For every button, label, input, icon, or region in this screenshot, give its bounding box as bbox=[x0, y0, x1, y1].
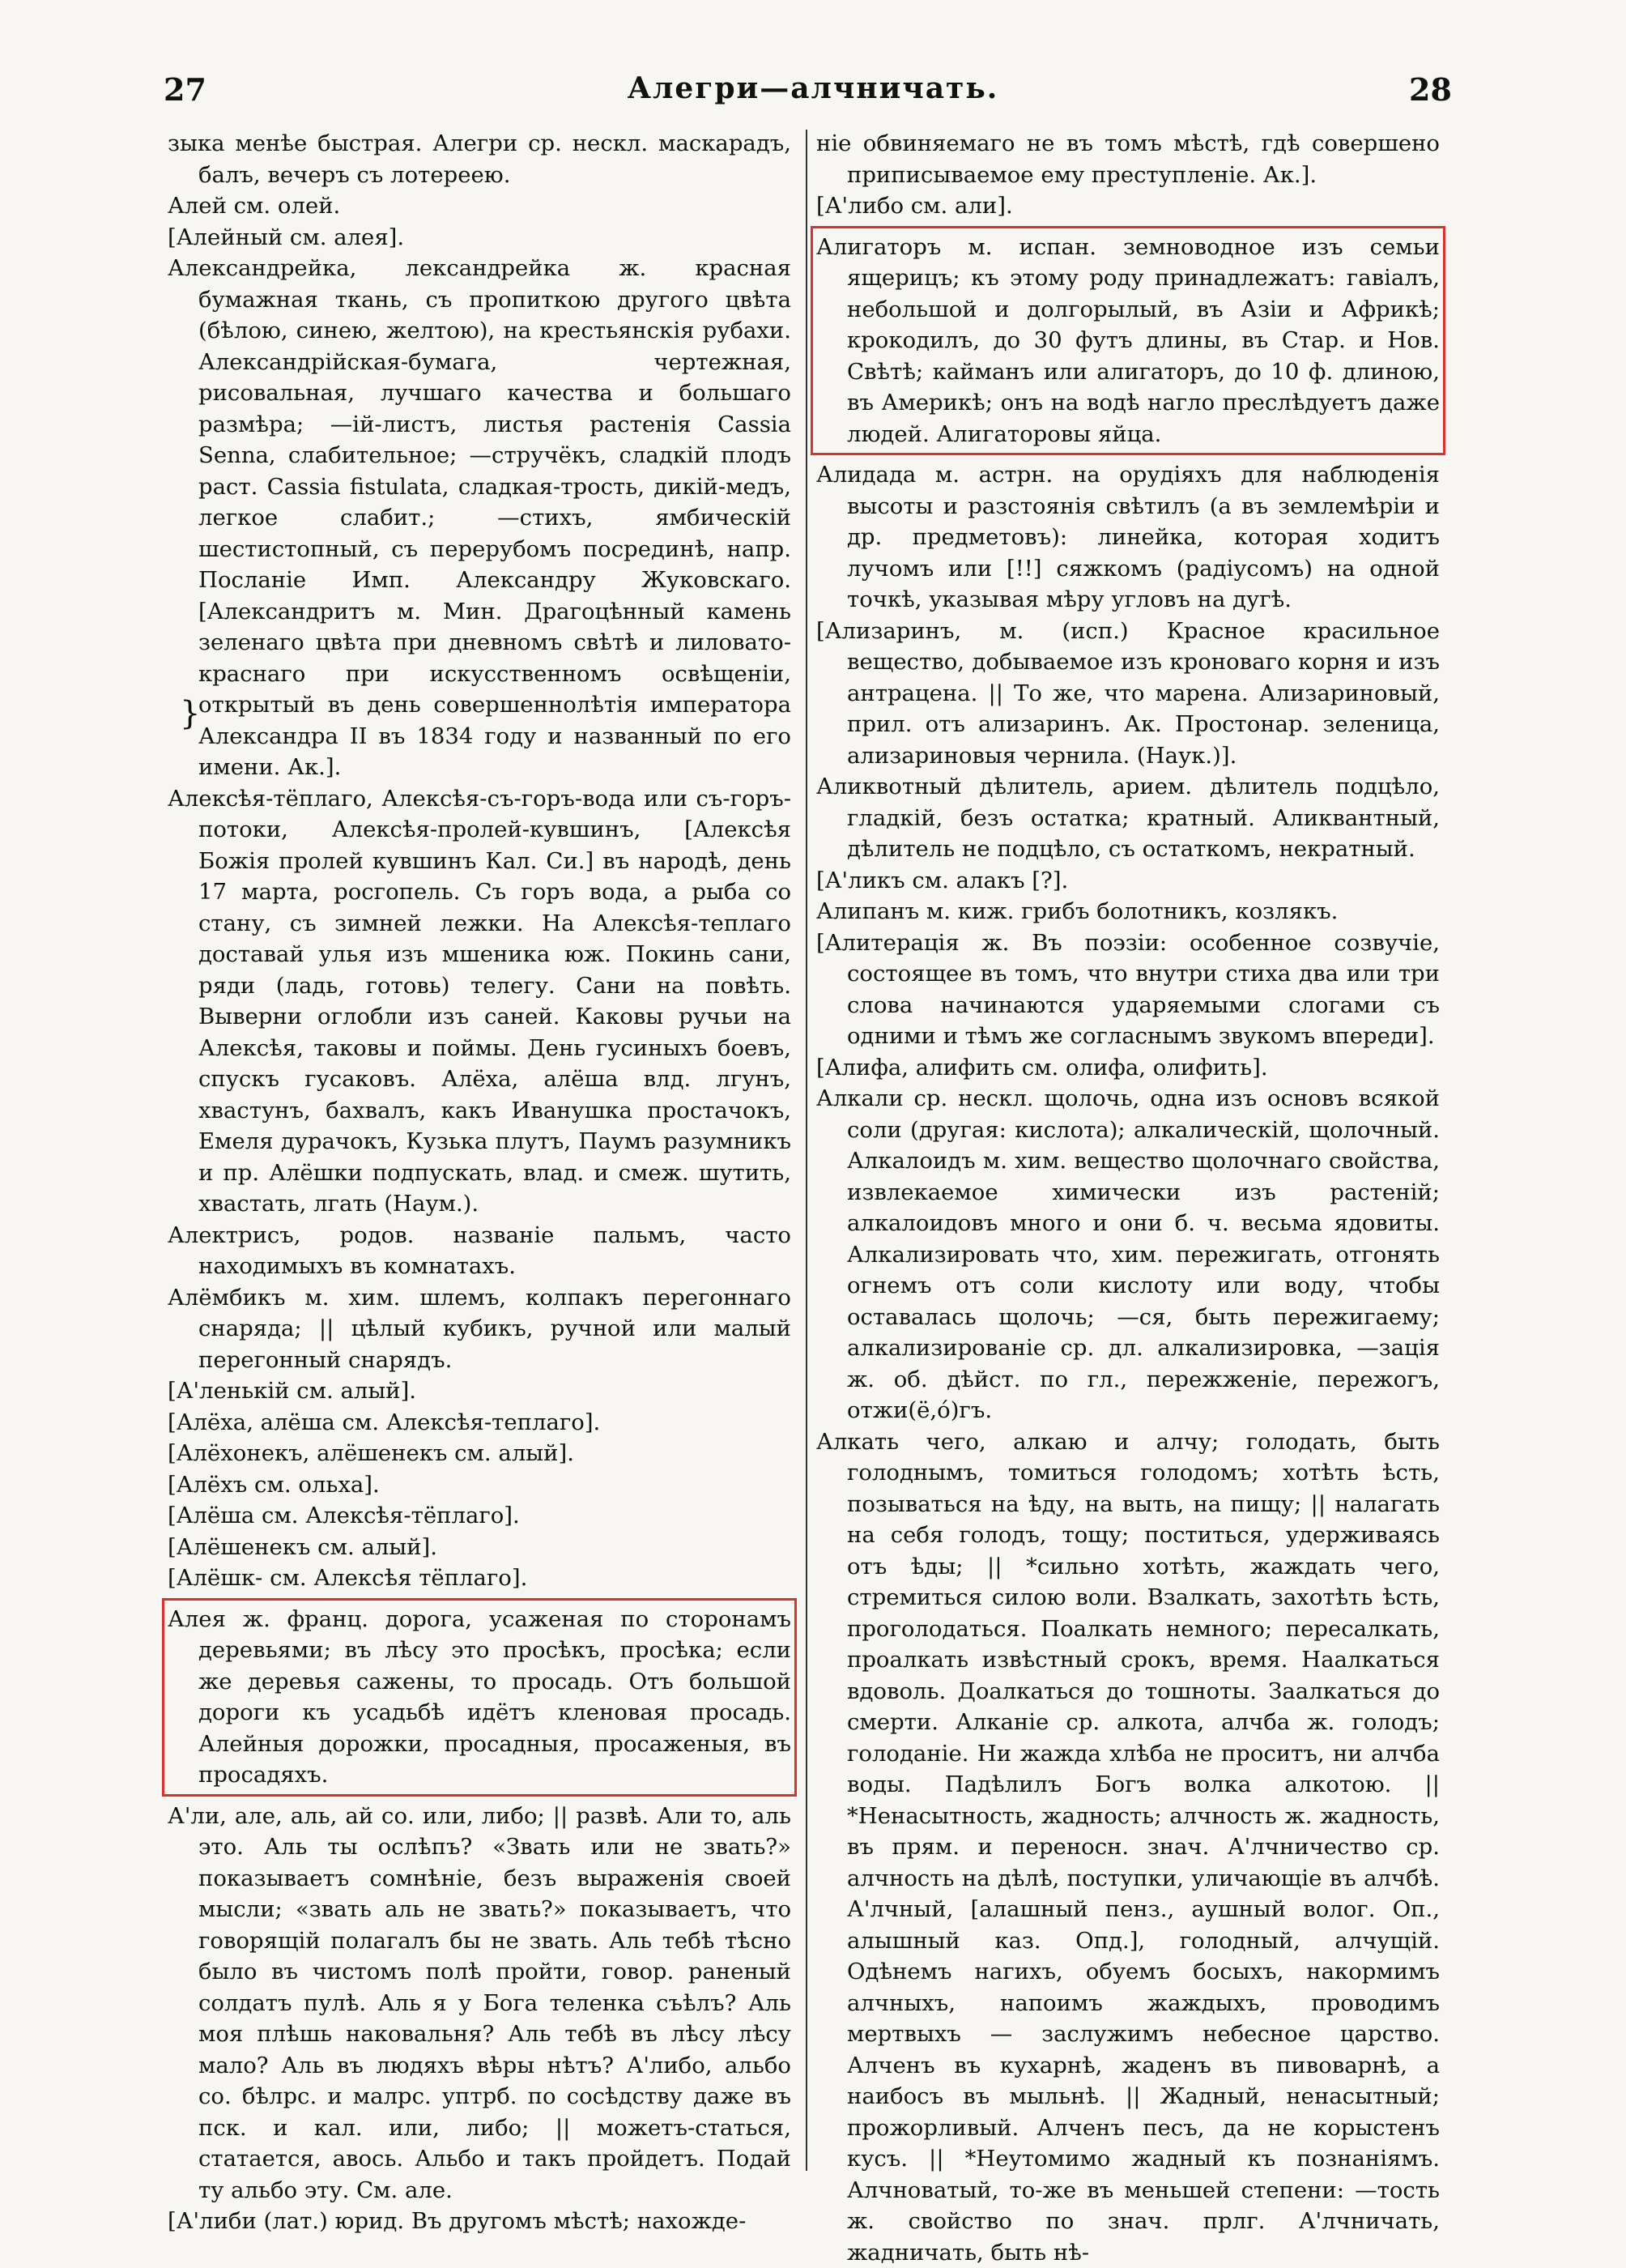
dictionary-entry: Алектрисъ, родов. названіе пальмъ, часто находимыхъ въ комнатахъ. bbox=[168, 1220, 791, 1282]
dictionary-entry: [Алитерація ж. Въ поэзіи: особенное созвучіе, состоящее въ томъ, что внутри стиха два или три слова начинаются ударяемыми слогами съ одними и тѣмъ же согласнымъ звукомъ впереди]. bbox=[816, 927, 1440, 1052]
margin-brace-mark: } bbox=[180, 695, 200, 732]
page-header bbox=[0, 71, 1626, 120]
dictionary-entry: [А'ликъ см. алакъ [?]. bbox=[816, 865, 1440, 897]
dictionary-entry: зыка менѣе быстрая. Алегри ср. нескл. маскарадъ, балъ, вечеръ съ лотереею. bbox=[168, 128, 791, 190]
dictionary-entry: ніе обвиняемаго не въ томъ мѣстѣ, гдѣ совершено приписываемое ему преступленіе. Ак.]. bbox=[816, 128, 1440, 190]
dictionary-entry: Алексѣя-тёплаго, Алексѣя-съ-горъ-вода или съ-горъ-потоки, Алексѣя-пролей-кувшинъ, [Алексѣя Божія пролей кувшинъ Кал. Си.] въ народѣ, день 17 марта, росгопель. Съ горъ вода, а рыба со стану, съ зимней лежки. На Алексѣя-теплаго доставай улья изъ мшеника юж. Покинь сани, ряди (ладь, готовь) телегу. Сани на повѣть. Выверни оглобли изъ саней. Каковы ручьи на Алексѣя, таковы и поймы. День гусиныхъ боевъ, спускъ гусаковъ. Алёха, алёша влд. лгунъ, хвастунъ, бахвалъ, какъ Иванушка простачокъ, Емеля дурачокъ, Кузька плутъ, Паумъ разумникъ и пр. Алёшки подпускать, влад. и смеж. шутить, хвастать, лгать (Наум.). bbox=[168, 783, 791, 1220]
dictionary-entry: [Алёха, алёша см. Алексѣя-теплаго]. bbox=[168, 1407, 791, 1439]
highlighted-entry-aligator: Алигаторъ м. испан. земноводное изъ семьи ящерицъ; къ этому роду принадлежатъ: гавіалъ, небольшой и долгорылый, въ Азіи и Африкѣ; крокодилъ, до 30 футъ длины, въ Стар. и Нов. Свѣтѣ; кайманъ или алигаторъ, до 10 ф. длиною, въ Америкѣ; онъ на водѣ нагло преслѣдуетъ даже людей. Алигаторовы яйца. bbox=[816, 232, 1440, 450]
dictionary-entry: [Алифа, алифить см. олифа, олифить]. bbox=[816, 1052, 1440, 1084]
dictionary-entry: [А'ленькій см. алый]. bbox=[168, 1375, 791, 1407]
dictionary-entry: Александрейка, лександрейка ж. красная бумажная ткань, съ пропиткою другого цвѣта (бѣлою, синею, желтою), на крестьянскія рубахи. Александрійская-бумага, чертежная, рисовальная, лучшаго качества и большаго размѣра; —ій-листъ, листья растенія Cassia Senna, слабительное; —стручёкъ, сладкій плодъ раст. Cassia fistulata, сладкая-трость, дикій-медъ, легкое слабит.; —стихъ, ямбическій шестистопный, съ перерубомъ посрединѣ, напр. Посланіе Имп. Александру Жуковскаго. [Александритъ м. Мин. Драгоцѣнный камень зеленаго цвѣта при дневномъ свѣтѣ и лиловато-краснаго при искусственномъ освѣщеніи, открытый въ день совершеннолѣтія императора Александра II въ 1834 году и названный по его имени. Ак.]. bbox=[168, 253, 791, 783]
page-number-left: 27 bbox=[164, 71, 206, 108]
right-column bbox=[816, 128, 1440, 2177]
dictionary-entry: Алёмбикъ м. хим. шлемъ, колпакъ перегоннаго снаряда; || цѣлый кубикъ, ручной или малый перегонный снарядъ. bbox=[168, 1282, 791, 1376]
dictionary-entry: [Ализаринъ, м. (исп.) Красное красильное вещество, добываемое изъ кроноваго корня и изъ антрацена. || То же, что марена. Ализариновый, прил. отъ ализаринъ. Ак. Простонар. зеленица, ализариновыя чернила. (Наук.)]. bbox=[816, 616, 1440, 772]
dictionary-entry: А'ли, але, аль, ай со. или, либо; || развѣ. Али то, аль это. Аль ты ослѣпъ? «Звать или не звать?» показываетъ сомнѣніе, безъ выраженія своей мысли; «звать аль не звать?» показываетъ, что говорящій полагалъ бы не звать. Аль тебѣ тѣсно было въ чистомъ полѣ пройти, говор. раненый солдатъ пулѣ. Аль я у Бога теленка съѣлъ? Аль моя плѣшь наковальня? Аль тебѣ въ лѣсу лѣсу мало? Аль въ людяхъ вѣры нѣтъ? А'либо, альбо со. бѣлрс. и малрс. уптрб. по сосѣдству даже въ пск. и кал. или, либо; || можетъ-статься, статается, авось. Альбо и такъ пройдетъ. Подай ту альбо эту. См. але. bbox=[168, 1801, 791, 2206]
dictionary-entry: [Алёшк- см. Алексѣя тёплаго]. bbox=[168, 1562, 791, 1594]
dictionary-entry: [Алейный см. алея]. bbox=[168, 222, 791, 254]
dictionary-entry: Алипанъ м. киж. грибъ болотникъ, козлякъ. bbox=[816, 896, 1440, 927]
column-divider bbox=[806, 130, 807, 2171]
dictionary-entry: [Алёшенекъ см. алый]. bbox=[168, 1532, 791, 1563]
running-title: Алегри—алчничать. bbox=[0, 71, 1626, 105]
dictionary-entry: Аликвотный дѣлитель, арием. дѣлитель подцѣло, гладкій, безъ остатка; кратный. Аликвантный, дѣлитель не подцѣло, съ остаткомъ, некратный. bbox=[816, 771, 1440, 865]
highlighted-entry-aleya: Алея ж. франц. дорога, усаженая по сторонамъ деревьями; въ лѣсу это просѣкъ, просѣка; если же деревья сажены, то просадь. Отъ большой дороги къ усадьбѣ идётъ кленовая просадь. Алейныя дорожки, просадныя, просаженыя, въ просадяхъ. bbox=[168, 1604, 791, 1791]
dictionary-entry: [Алёхъ см. ольха]. bbox=[168, 1469, 791, 1501]
dictionary-entry: Алкать чего, алкаю и алчу; голодать, быть голоднымъ, томиться голодомъ; хотѣть ѣсть, позываться на ѣду, на выть, на пищу; || налагать на себя голодъ, тощу; поститься, удерживаясь отъ ѣды; || *сильно хотѣть, жаждать чего, стремиться силою воли. Взалкать, захотѣть ѣсть, проголодаться. Поалкать немного; пересалкать, проалкать извѣстный срокъ, время. Наалкаться вдоволь. Доалкаться до тошноты. Заалкаться до смерти. Алканіе ср. алкота, алчба ж. голодъ; голоданіе. Ни жажда хлѣба не проситъ, ни алчба воды. Падѣлилъ Богъ волка алкотою. || *Ненасытность, жадность; алчность ж. жадность, въ прям. и переносн. знач. А'лчничество ср. алчность на дѣлѣ, поступки, уличающіе въ алчбѣ. А'лчный, [алашный пенз., аушный волог. Оп., алышный каз. Опд.], голодный, алчущій. Одѣнемъ нагихъ, обуемъ босыхъ, накормимъ алчныхъ, напоимъ жаждыхъ, проводимъ мертвыхъ — заслужимъ небесное царство. Алченъ въ кухарнѣ, жаденъ въ пивоварнѣ, а наибосъ въ мыльнѣ. || Жадный, ненасытный; прожорливый. Алченъ песъ, да не корыстенъ кусъ. || *Неутомимо жадный къ познаніямъ. Алчноватый, то-же въ меньшей степени: —тость ж. свойство по знач. прлг. А'лчничать, жадничать, быть нѣ- bbox=[816, 1426, 1440, 2268]
dictionary-entry: Алидада м. астрн. на орудіяхъ для наблюденія высоты и разстоянія свѣтилъ (а въ землемѣріи и др. предметовъ): линейка, которая ходитъ лучомъ или [!!] сяжкомъ (радіусомъ) на одной точкѣ, указывая мѣру угловъ на дугѣ. bbox=[816, 459, 1440, 616]
dictionary-entry: Алкали ср. нескл. щолочь, одна изъ основъ всякой соли (другая: кислота); алкалическій, щолочный. Алкалоидъ м. хим. вещество щолочнаго свойства, извлекаемое химически изъ растеній; алкалоидовъ много и они б. ч. весьма ядовиты. Алкализировать что, хим. пережигать, отгонять огнемъ отъ соли кислоту или воду, чтобы оставалась щолочь; —ся, быть пережигаему; алкализированіе ср. дл. алкализировка, —зація ж. об. дѣйст. по гл., пережженіе, пережогъ, отжи(ё,ó)гъ. bbox=[816, 1083, 1440, 1426]
dictionary-entry: [А'либи (лат.) юрид. Въ другомъ мѣстѣ; нахожде- bbox=[168, 2206, 791, 2237]
left-column bbox=[168, 128, 791, 2177]
dictionary-entry: Алей см. олей. bbox=[168, 190, 791, 222]
dictionary-entry: [А'либо см. али]. bbox=[816, 190, 1440, 222]
page-number-right: 28 bbox=[1409, 71, 1452, 108]
dictionary-entry: [Алёхонекъ, алёшенекъ см. алый]. bbox=[168, 1438, 791, 1469]
dictionary-entry: [Алёша см. Алексѣя-тёплаго]. bbox=[168, 1500, 791, 1532]
